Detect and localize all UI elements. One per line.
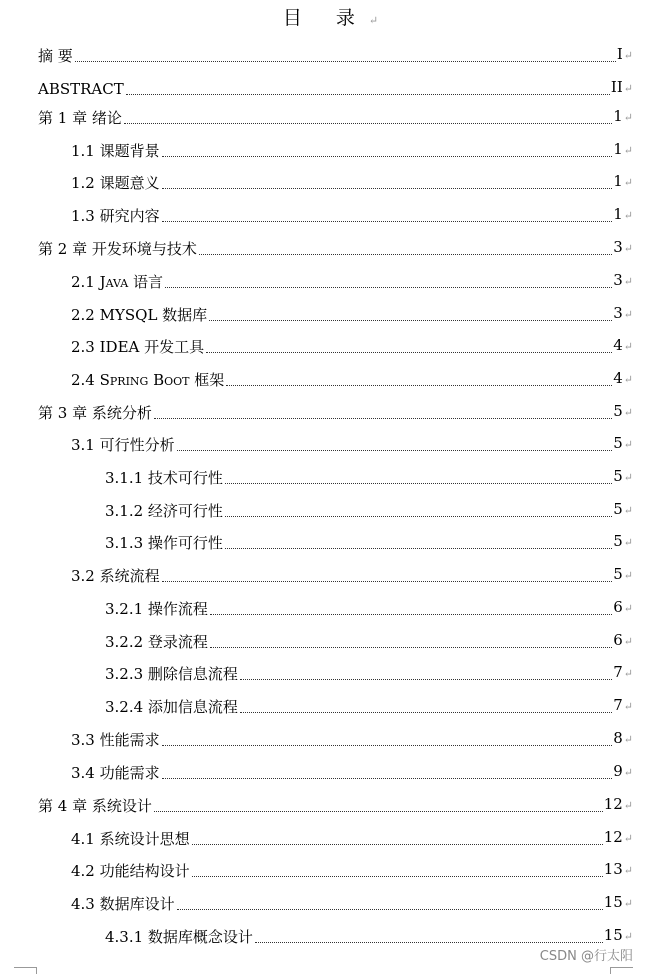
toc-entry-page-number — [612, 334, 633, 358]
paragraph-mark-icon: ↵ — [623, 242, 633, 255]
toc-dot-leader — [225, 483, 612, 484]
toc-entry[interactable] — [38, 402, 633, 424]
toc-entry-label: 3.4 功能需求 — [71, 764, 160, 782]
page-number-text: 6 — [613, 631, 623, 649]
toc-entry-label: ABSTRACT — [38, 80, 124, 98]
toc-entry[interactable] — [71, 304, 633, 326]
toc-dot-leader — [162, 581, 613, 582]
page-number-text: 5 — [613, 467, 623, 485]
page-number-text: 5 — [613, 402, 623, 420]
toc-entry[interactable] — [71, 369, 633, 391]
toc-dot-leader — [226, 385, 612, 386]
paragraph-mark-icon: ↵ — [623, 111, 633, 124]
toc-dot-leader — [124, 123, 612, 124]
toc-entry[interactable] — [71, 893, 633, 915]
toc-dot-leader — [162, 778, 613, 779]
toc-entry-label: 3.2.3 删除信息流程 — [105, 665, 238, 683]
page-number-text: I — [616, 45, 623, 63]
paragraph-mark-icon: ↵ — [623, 864, 633, 877]
toc-entry-label: 2.1 Java 语言 — [71, 273, 163, 291]
toc-entry-page-number — [612, 661, 633, 685]
toc-dot-leader — [225, 548, 612, 549]
toc-entry-page-number — [612, 465, 633, 489]
page-number-text: 1 — [613, 107, 623, 125]
toc-entry-label: 3.2.4 添加信息流程 — [105, 698, 238, 716]
toc-entry-page-number — [603, 858, 633, 882]
toc-entry[interactable] — [38, 45, 633, 67]
toc-entry-page-number — [612, 400, 633, 424]
toc-entry-label: 3.1.2 经济可行性 — [105, 502, 223, 520]
toc-dot-leader — [177, 909, 603, 910]
page-number-text: II — [610, 78, 623, 96]
page-number-text: 5 — [613, 434, 623, 452]
toc-entry[interactable] — [105, 696, 633, 718]
paragraph-mark-icon: ↵ — [623, 82, 633, 95]
page-number-text: 12 — [603, 795, 623, 813]
toc-entry-page-number — [603, 793, 633, 817]
toc-entry-page-number — [612, 727, 633, 751]
toc-dot-leader — [240, 712, 612, 713]
paragraph-mark-icon: ↵ — [623, 602, 633, 615]
paragraph-mark-icon: ↵ — [623, 49, 633, 62]
paragraph-mark-icon: ↵ — [623, 471, 633, 484]
toc-entry-label: 1.2 课题意义 — [71, 174, 160, 192]
watermark: CSDN @行太阳 — [539, 949, 633, 964]
paragraph-mark-icon: ↵ — [623, 340, 633, 353]
page-corner-mark-left — [14, 967, 37, 974]
toc-entry-label: 1.1 课题背景 — [71, 142, 160, 160]
toc-entry[interactable] — [71, 434, 633, 456]
toc-dot-leader — [162, 221, 613, 222]
page-number-text: 12 — [603, 828, 623, 846]
toc-entry-page-number — [603, 891, 633, 915]
toc-entry-label: 3.2.2 登录流程 — [105, 633, 208, 651]
toc-entry[interactable] — [105, 467, 633, 489]
toc-dot-leader — [177, 450, 613, 451]
toc-entry[interactable] — [38, 238, 633, 260]
toc-dot-leader — [162, 156, 613, 157]
toc-entry-label: 3.3 性能需求 — [71, 731, 160, 749]
page-number-text: 3 — [613, 238, 623, 256]
page-number-text: 4 — [613, 336, 623, 354]
toc-entry-label: 4.1 系统设计思想 — [71, 830, 190, 848]
paragraph-mark-icon: ↵ — [623, 667, 633, 680]
paragraph-mark-icon: ↵ — [623, 536, 633, 549]
toc-dot-leader — [154, 811, 603, 812]
page-number-text: 15 — [603, 926, 623, 944]
toc-entry-page-number — [603, 826, 633, 850]
toc-entry-label: 3.1 可行性分析 — [71, 436, 175, 454]
toc-entry-page-number — [612, 563, 633, 587]
paragraph-mark-icon: ↵ — [623, 635, 633, 648]
paragraph-mark-icon: ↵ — [368, 14, 379, 27]
toc-entry[interactable] — [38, 795, 633, 817]
page-corner-mark-right — [610, 967, 633, 974]
toc-entry[interactable] — [71, 140, 633, 162]
page-number-text: 5 — [613, 500, 623, 518]
toc-entry[interactable] — [71, 172, 633, 194]
toc-entry-page-number — [612, 105, 633, 129]
page-number-text: 7 — [613, 663, 623, 681]
toc-entry-page-number — [612, 530, 633, 554]
toc-entry[interactable] — [105, 663, 633, 685]
page-number-text: 15 — [603, 893, 623, 911]
toc-entry[interactable] — [105, 631, 633, 653]
toc-entry[interactable] — [105, 532, 633, 554]
page-number-text: 9 — [613, 762, 623, 780]
toc-entry[interactable] — [38, 107, 633, 129]
toc-entry-page-number — [612, 302, 633, 326]
toc-entry[interactable] — [71, 729, 633, 751]
page-number-text: 5 — [613, 532, 623, 550]
paragraph-mark-icon: ↵ — [623, 799, 633, 812]
paragraph-mark-icon: ↵ — [623, 504, 633, 517]
toc-entry[interactable] — [71, 762, 633, 784]
toc-dot-leader — [206, 352, 612, 353]
toc-entry-page-number — [612, 236, 633, 260]
toc-entry-label: 3.2 系统流程 — [71, 567, 160, 585]
toc-dot-leader — [210, 647, 612, 648]
toc-entry-label: 3.1.1 技术可行性 — [105, 469, 223, 487]
page-number-text: 8 — [613, 729, 623, 747]
toc-entry-page-number — [610, 76, 633, 100]
toc-entry-page-number — [612, 760, 633, 784]
toc-dot-leader — [154, 418, 612, 419]
page-number-text: 4 — [613, 369, 623, 387]
paragraph-mark-icon: ↵ — [623, 766, 633, 779]
toc-entry-page-number — [612, 203, 633, 227]
toc-dot-leader — [162, 188, 613, 189]
toc-entry-label: 第 2 章 开发环境与技术 — [38, 240, 197, 258]
paragraph-mark-icon: ↵ — [623, 308, 633, 321]
page-number-text: 1 — [613, 140, 623, 158]
toc-dot-leader — [225, 516, 612, 517]
toc-dot-leader — [162, 745, 613, 746]
toc-dot-leader — [199, 254, 612, 255]
toc-dot-leader — [240, 679, 612, 680]
paragraph-mark-icon: ↵ — [623, 569, 633, 582]
page-number-text: 7 — [613, 696, 623, 714]
toc-entry-label: 2.2 MYSQL 数据库 — [71, 306, 208, 324]
toc-entry[interactable] — [71, 205, 633, 227]
paragraph-mark-icon: ↵ — [623, 275, 633, 288]
page-number-text: 5 — [613, 565, 623, 583]
paragraph-mark-icon: ↵ — [623, 832, 633, 845]
toc-entry-page-number — [616, 43, 633, 67]
toc-entry-label: 3.2.1 操作流程 — [105, 600, 208, 618]
toc-entry-label: 4.3.1 数据库概念设计 — [105, 928, 253, 946]
toc-entry-page-number — [612, 138, 633, 162]
paragraph-mark-icon: ↵ — [623, 897, 633, 910]
paragraph-mark-icon: ↵ — [623, 373, 633, 386]
toc-dot-leader — [210, 614, 612, 615]
toc-entry[interactable] — [71, 860, 633, 882]
toc-entry-page-number — [612, 694, 633, 718]
paragraph-mark-icon: ↵ — [623, 209, 633, 222]
paragraph-mark-icon: ↵ — [623, 406, 633, 419]
toc-entry-page-number — [612, 596, 633, 620]
page-number-text: 13 — [603, 860, 623, 878]
toc-entry-label: 摘 要 — [38, 47, 73, 65]
page-number-text: 1 — [613, 205, 623, 223]
toc-entry-label: 1.3 研究内容 — [71, 207, 160, 225]
toc-entry-label: 4.2 功能结构设计 — [71, 862, 190, 880]
toc-entry[interactable] — [71, 271, 633, 293]
toc-dot-leader — [192, 844, 603, 845]
toc-entry-label: 2.4 Spring Boot 框架 — [71, 371, 225, 389]
toc-dot-leader — [75, 61, 616, 62]
toc-entry-label: 第 3 章 系统分析 — [38, 404, 152, 422]
page-title: 目 录↵ — [282, 7, 379, 29]
paragraph-mark-icon: ↵ — [623, 700, 633, 713]
toc-entry-page-number — [612, 629, 633, 653]
toc-entry-label: 第 4 章 系统设计 — [38, 797, 152, 815]
paragraph-mark-icon: ↵ — [623, 930, 633, 943]
toc-dot-leader — [165, 287, 612, 288]
toc-entry-page-number — [612, 170, 633, 194]
toc-entry[interactable] — [105, 598, 633, 620]
page-number-text: 3 — [613, 271, 623, 289]
page-number-text: 6 — [613, 598, 623, 616]
toc-entry-label: 第 1 章 绪论 — [38, 109, 122, 127]
page-number-text: 1 — [613, 172, 623, 190]
toc-dot-leader — [209, 320, 612, 321]
toc-entry-label: 3.1.3 操作可行性 — [105, 534, 223, 552]
page-number-text: 3 — [613, 304, 623, 322]
toc-dot-leader — [126, 94, 610, 95]
paragraph-mark-icon: ↵ — [623, 144, 633, 157]
toc-dot-leader — [255, 942, 603, 943]
toc-entry-page-number — [612, 432, 633, 456]
toc-entry[interactable] — [38, 78, 633, 100]
toc-entry-page-number — [612, 498, 633, 522]
paragraph-mark-icon: ↵ — [623, 438, 633, 451]
toc-entry[interactable] — [71, 336, 633, 358]
toc-entry[interactable] — [71, 565, 633, 587]
toc-entry-label: 2.3 IDEA 开发工具 — [71, 338, 205, 356]
toc-entry[interactable] — [71, 828, 633, 850]
paragraph-mark-icon: ↵ — [623, 733, 633, 746]
toc-entry-label: 4.3 数据库设计 — [71, 895, 175, 913]
toc-entry[interactable] — [105, 500, 633, 522]
toc-entry-page-number — [612, 269, 633, 293]
toc-dot-leader — [192, 876, 603, 877]
toc-entry-page-number — [612, 367, 633, 391]
paragraph-mark-icon: ↵ — [623, 176, 633, 189]
